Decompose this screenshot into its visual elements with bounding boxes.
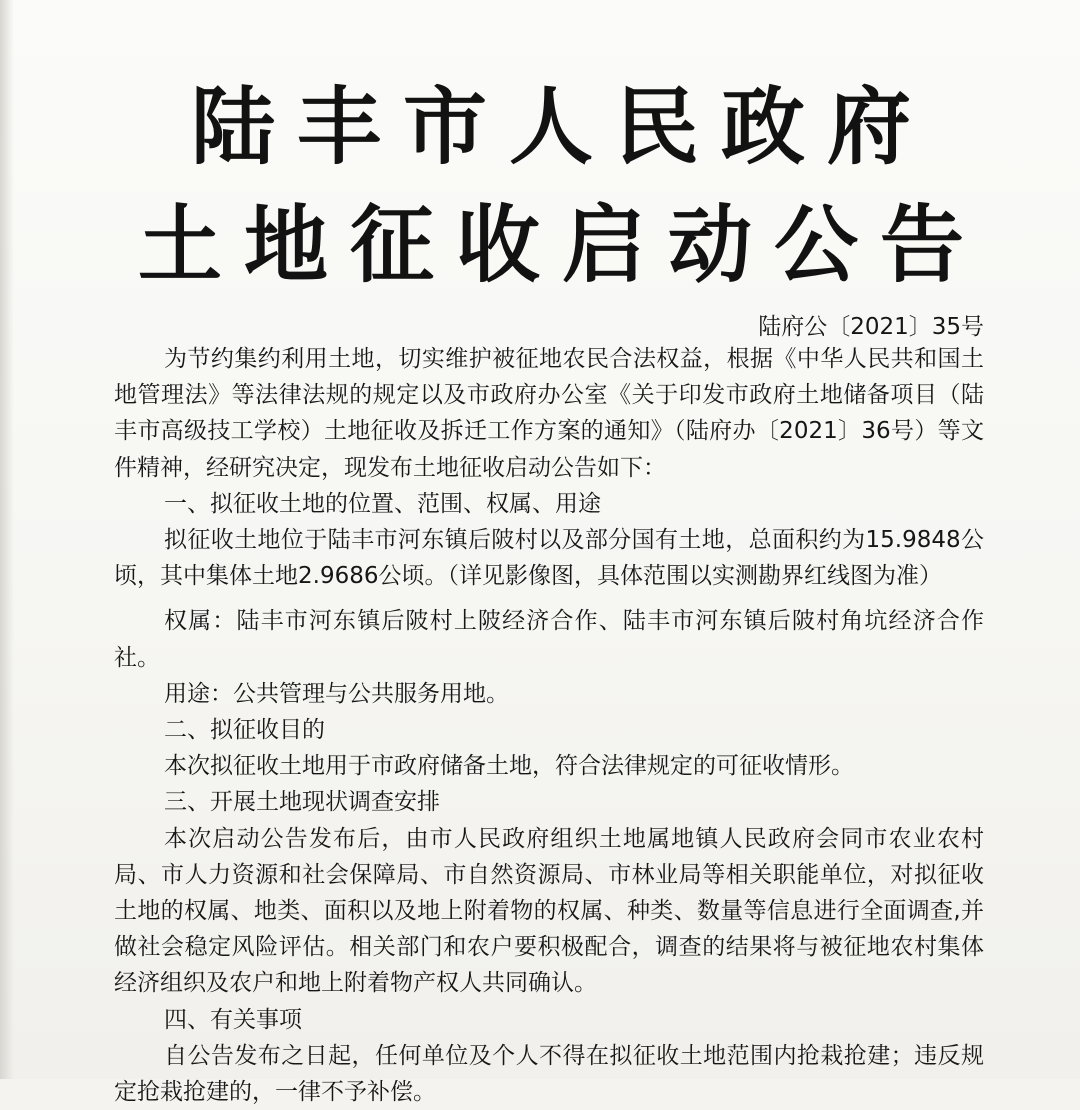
issuer-heading: 陆丰市人民政府 xyxy=(190,77,933,176)
document-body xyxy=(114,341,984,1110)
section-heading-1: 一、拟征收土地的位置、范围、权属、用途 xyxy=(164,490,601,517)
section-heading-3: 三、开展土地现状调查安排 xyxy=(164,789,440,816)
paragraph-location: 拟征收土地位于陆丰市河东镇后陂村以及部分国有土地，总面积约为15.9848公顷，其中集体土地2.9686公顷。（详见影像图，具体范围以实测勘界红线图为准） xyxy=(114,527,984,590)
paragraph-purpose: 本次拟征收土地用于市政府储备土地，符合法律规定的可征收情形。 xyxy=(164,753,854,780)
notice-title: 土地征收启动公告 xyxy=(137,195,986,294)
section-heading-4: 四、有关事项 xyxy=(164,1006,302,1033)
paragraph-intro: 为节约集约利用土地，切实维护被征地农民合法权益，根据《中华人民共和国土地管理法》等法律法规的规定以及市政府办公室《关于印发市政府土地储备项目（陆丰市高级技工学校）土地征收及拆迁工作方案的通知》（陆府办〔2021〕36号）等文件精神，经研究决定，现发布土地征收启动公告如下： xyxy=(114,346,984,481)
section-heading-2: 二、拟征收目的 xyxy=(164,717,325,744)
paragraph-survey: 本次启动公告发布后，由市人民政府组织土地属地镇人民政府会同市农业农村局、市人力资源和社会保障局、市自然资源局、市林业局等相关职能单位，对拟征收土地的权属、地类、面积以及地上附着物的权属、种类、数量等信息进行全面调查,并做社会稳定风险评估。相关部门和农户要积极配合，调查的结果将与被征地农村集体经济组织及农户和地上附着物产权人共同确认。 xyxy=(114,825,984,997)
paragraph-ownership: 权属：陆丰市河东镇后陂村上陂经济合作、陆丰市河东镇后陂村角坑经济合作社。 xyxy=(114,608,984,671)
page-edge-shadow xyxy=(0,0,14,1079)
document-number: 陆府公〔2021〕35号 xyxy=(758,314,984,340)
paragraph-matters: 自公告发布之日起，任何单位及个人不得在拟征收土地范围内抢栽抢建；违反规定抢栽抢建的，一律不予补偿。 xyxy=(114,1042,984,1106)
paragraph-usage: 用途：公共管理与公共服务用地。 xyxy=(164,680,509,707)
